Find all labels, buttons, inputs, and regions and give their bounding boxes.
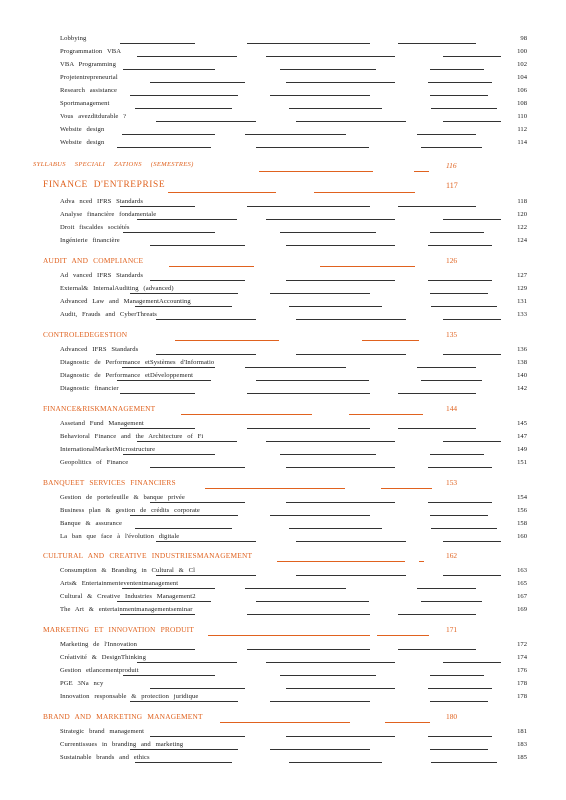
toc-entry-label: Behavioral Finance and the Architecture of Fi — [60, 433, 204, 440]
toc-entry[interactable] — [0, 728, 566, 740]
toc-entry-label: VBA Programming — [60, 61, 116, 68]
toc-entry-page-number: 145 — [517, 420, 527, 427]
toc-entry[interactable] — [0, 507, 566, 519]
toc-entry-page-number: 112 — [517, 126, 527, 133]
leader-dots — [428, 736, 492, 737]
leader-dots — [266, 662, 395, 663]
leader-dots — [320, 266, 415, 267]
section-heading-label: AUDIT AND COMPLIANCE — [43, 256, 144, 265]
toc-entry-label: Diagnostic financier — [60, 385, 119, 392]
toc-entry-page-number: 149 — [517, 446, 527, 453]
toc-entry-page-number: 142 — [517, 385, 527, 392]
section-heading[interactable] — [0, 480, 566, 492]
leader-dots — [150, 82, 245, 83]
leader-dots — [286, 688, 395, 689]
leader-dots — [169, 266, 254, 267]
leader-dots — [135, 762, 232, 763]
leader-dots — [417, 588, 476, 589]
section-heading-label: BANQUEET SERVICES FINANCIERS — [43, 478, 176, 487]
toc-entry-label: Consumption & Branding in Cultural & Cl — [60, 567, 196, 574]
leader-dots — [256, 601, 369, 602]
leader-dots — [247, 393, 370, 394]
toc-entry[interactable] — [0, 420, 566, 432]
toc-entry-label: Sportmanagement — [60, 100, 110, 107]
toc-entry-page-number: 167 — [517, 593, 527, 600]
toc-entry-label: Sustainable brands and ethics — [60, 754, 150, 761]
toc-entry-label: Gestion etlancementproduit — [60, 667, 139, 674]
toc-entry[interactable] — [0, 359, 566, 371]
leader-dots — [428, 82, 492, 83]
leader-dots — [419, 561, 424, 562]
toc-entry-label: Lobbying — [60, 35, 87, 42]
toc-entry-page-number: 178 — [517, 680, 527, 687]
toc-entry-page-number: 183 — [517, 741, 527, 748]
toc-entry-page-number: 118 — [517, 198, 527, 205]
toc-entry-label: Analyse financière fondamentale — [60, 211, 157, 218]
toc-entry[interactable] — [0, 285, 566, 297]
leader-dots — [156, 575, 256, 576]
leader-dots — [247, 614, 370, 615]
toc-entry-page-number: 98 — [520, 35, 527, 42]
toc-entry-label: Cultural & Creative Industries Management2 — [60, 593, 196, 600]
section-heading-page-number: 153 — [446, 478, 458, 487]
toc-entry-page-number: 122 — [517, 224, 527, 231]
leader-dots — [430, 95, 488, 96]
toc-entry[interactable] — [0, 237, 566, 249]
toc-entry[interactable] — [0, 211, 566, 223]
section-heading-page-number: 135 — [446, 330, 458, 339]
leader-dots — [205, 488, 345, 489]
leader-dots — [117, 147, 211, 148]
toc-entry-page-number: 172 — [517, 641, 527, 648]
leader-dots — [137, 56, 237, 57]
section-heading-page-number: 171 — [446, 625, 458, 634]
leader-dots — [286, 280, 395, 281]
leader-dots — [296, 121, 406, 122]
leader-dots — [156, 319, 256, 320]
leader-dots — [398, 614, 476, 615]
toc-entry-label: Droit fiscaldes sociétés — [60, 224, 130, 231]
leader-dots — [156, 354, 256, 355]
leader-dots — [150, 280, 245, 281]
section-heading[interactable] — [0, 714, 566, 726]
leader-dots — [270, 95, 370, 96]
toc-entry[interactable] — [0, 35, 566, 47]
toc-entry-page-number: 136 — [517, 346, 527, 353]
toc-entry[interactable] — [0, 641, 566, 653]
leader-dots — [443, 441, 501, 442]
leader-dots — [398, 428, 476, 429]
leader-dots — [430, 293, 488, 294]
toc-entry-page-number: 127 — [517, 272, 527, 279]
leader-dots — [431, 306, 497, 307]
toc-entry-page-number: 174 — [517, 654, 527, 661]
leader-dots — [428, 688, 492, 689]
leader-dots — [430, 69, 484, 70]
leader-dots — [280, 675, 376, 676]
leader-dots — [150, 688, 245, 689]
section-heading-page-number: 180 — [446, 712, 458, 721]
toc-entry[interactable] — [0, 126, 566, 138]
section-heading-page-number: 162 — [446, 551, 458, 560]
section-heading[interactable] — [0, 627, 566, 639]
leader-dots — [150, 736, 245, 737]
toc-entry[interactable] — [0, 606, 566, 618]
toc-entry[interactable] — [0, 533, 566, 545]
leader-dots — [270, 515, 370, 516]
leader-dots — [135, 108, 232, 109]
toc-entry-page-number: 138 — [517, 359, 527, 366]
leader-dots — [266, 441, 395, 442]
leader-dots — [256, 147, 369, 148]
leader-dots — [421, 380, 482, 381]
syllabus-heading[interactable] — [0, 163, 566, 175]
leader-dots — [150, 467, 245, 468]
leader-dots — [137, 662, 237, 663]
leader-dots — [280, 232, 376, 233]
leader-dots — [362, 340, 419, 341]
toc-entry[interactable] — [0, 446, 566, 458]
toc-entry-page-number: 169 — [517, 606, 527, 613]
leader-dots — [280, 69, 376, 70]
leader-dots — [123, 454, 215, 455]
toc-entry-label: Adva nced IFRS Standards — [60, 198, 144, 205]
toc-entry-page-number: 129 — [517, 285, 527, 292]
syllabus-heading-page-number: 116 — [446, 161, 457, 170]
toc-entry-label: PGE 3Na ncy — [60, 680, 104, 687]
leader-dots — [289, 306, 382, 307]
leader-dots — [247, 43, 370, 44]
leader-dots — [270, 701, 370, 702]
leader-dots — [443, 662, 501, 663]
leader-dots — [150, 502, 245, 503]
leader-dots — [430, 454, 484, 455]
toc-entry-page-number: 133 — [517, 311, 527, 318]
section-heading-label: CULTURAL AND CREATIVE INDUSTRIESMANAGEMENT — [43, 551, 253, 560]
leader-dots — [314, 192, 415, 193]
leader-dots — [428, 467, 492, 468]
toc-entry-page-number: 120 — [517, 211, 527, 218]
leader-dots — [259, 171, 373, 172]
leader-dots — [443, 56, 501, 57]
toc-entry-label: Marketing de l'Innovation — [60, 641, 138, 648]
toc-entry-label: Programmation VBA — [60, 48, 122, 55]
leader-dots — [280, 454, 376, 455]
toc-entry-label: Gestion de portefeuille & banque privée — [60, 494, 185, 501]
leader-dots — [286, 502, 395, 503]
toc-entry-page-number: 104 — [517, 74, 527, 81]
leader-dots — [181, 414, 312, 415]
toc-entry-page-number: 124 — [517, 237, 527, 244]
toc-entry[interactable] — [0, 680, 566, 692]
toc-entry[interactable] — [0, 113, 566, 125]
toc-entry-label: Currentissues in branding and marketing — [60, 741, 184, 748]
toc-entry-label: Diagnostic de Performance etDéveloppement — [60, 372, 194, 379]
leader-dots — [123, 69, 215, 70]
leader-dots — [117, 380, 211, 381]
toc-entry-label: Projetentrepreneurial — [60, 74, 118, 81]
toc-entry-page-number: 154 — [517, 494, 527, 501]
leader-dots — [122, 367, 215, 368]
toc-entry[interactable] — [0, 100, 566, 112]
toc-entry-page-number: 114 — [517, 139, 527, 146]
toc-entry-page-number: 131 — [517, 298, 527, 305]
toc-entry-label: Créativité & DesignThinking — [60, 654, 146, 661]
toc-entry-label: InternationalMarketMicrostructure — [60, 446, 156, 453]
toc-entry-page-number: 106 — [517, 87, 527, 94]
leader-dots — [130, 701, 238, 702]
leader-dots — [443, 319, 501, 320]
leader-dots — [286, 467, 395, 468]
leader-dots — [428, 502, 492, 503]
toc-entry-label: Innovation responsable & protection juridique — [60, 693, 199, 700]
section-heading-page-number: 117 — [446, 181, 458, 190]
leader-dots — [296, 319, 406, 320]
section-heading-label: FINANCE D'ENTREPRISE — [43, 180, 166, 190]
toc-entry[interactable] — [0, 272, 566, 284]
toc-entry-label: External& InternalAuditing (advanced) — [60, 285, 174, 292]
section-heading[interactable] — [0, 180, 566, 196]
toc-entry-page-number: 110 — [517, 113, 527, 120]
leader-dots — [270, 749, 370, 750]
leader-dots — [130, 95, 238, 96]
leader-dots — [289, 108, 382, 109]
toc-entry-label: Ad vanced IFRS Standards — [60, 272, 144, 279]
leader-dots — [417, 134, 476, 135]
leader-dots — [208, 635, 370, 636]
toc-entry-page-number: 163 — [517, 567, 527, 574]
leader-dots — [398, 206, 476, 207]
toc-entry-label: Banque & assurance — [60, 520, 122, 527]
leader-dots — [289, 528, 382, 529]
toc-entry[interactable] — [0, 139, 566, 151]
leader-dots — [443, 121, 501, 122]
toc-entry[interactable] — [0, 61, 566, 73]
section-heading-page-number: 144 — [446, 404, 458, 413]
leader-dots — [430, 701, 488, 702]
leader-dots — [414, 171, 429, 172]
toc-entry[interactable] — [0, 593, 566, 605]
toc-entry-page-number: 176 — [517, 667, 527, 674]
toc-entry[interactable] — [0, 311, 566, 323]
leader-dots — [428, 245, 492, 246]
leader-dots — [168, 192, 276, 193]
leader-dots — [443, 354, 501, 355]
section-heading-page-number: 126 — [446, 256, 458, 265]
toc-entry-label: Website design — [60, 126, 105, 133]
leader-dots — [421, 147, 482, 148]
toc-entry[interactable] — [0, 567, 566, 579]
leader-dots — [120, 206, 195, 207]
leader-dots — [135, 306, 232, 307]
leader-dots — [277, 561, 405, 562]
section-heading-label: BRAND AND MARKETING MANAGEMENT — [43, 712, 203, 721]
toc-entry[interactable] — [0, 520, 566, 532]
toc-entry-label: Audit, Frauds and CyberThreats — [60, 311, 157, 318]
leader-dots — [135, 528, 232, 529]
toc-entry[interactable] — [0, 87, 566, 99]
leader-dots — [120, 649, 195, 650]
toc-entry-label: Advanced IFRS Standards — [60, 346, 139, 353]
leader-dots — [120, 393, 195, 394]
leader-dots — [120, 43, 195, 44]
toc-entry[interactable] — [0, 433, 566, 445]
toc-entry-label: Website design — [60, 139, 105, 146]
leader-dots — [130, 293, 238, 294]
leader-dots — [349, 414, 423, 415]
leader-dots — [247, 428, 370, 429]
leader-dots — [137, 441, 237, 442]
leader-dots — [286, 736, 395, 737]
leader-dots — [156, 121, 256, 122]
leader-dots — [120, 614, 195, 615]
toc-entry-label: Strategic brand management — [60, 728, 145, 735]
toc-entry[interactable] — [0, 48, 566, 60]
toc-entry-page-number: 181 — [517, 728, 527, 735]
leader-dots — [245, 367, 346, 368]
leader-dots — [245, 134, 346, 135]
toc-entry-label: Diagnostic de Performance etSystèmes d'Informatio — [60, 359, 215, 366]
toc-entry[interactable] — [0, 372, 566, 384]
toc-entry[interactable] — [0, 580, 566, 592]
leader-dots — [398, 43, 476, 44]
toc-entry[interactable] — [0, 224, 566, 236]
leader-dots — [130, 749, 238, 750]
leader-dots — [398, 649, 476, 650]
leader-dots — [421, 601, 482, 602]
leader-dots — [150, 245, 245, 246]
leader-dots — [137, 219, 237, 220]
toc-entry-label: Advanced Law and ManagementAccounting — [60, 298, 191, 305]
section-heading[interactable] — [0, 332, 566, 344]
leader-dots — [417, 367, 476, 368]
toc-entry-page-number: 156 — [517, 507, 527, 514]
toc-entry-page-number: 102 — [517, 61, 527, 68]
toc-entry[interactable] — [0, 459, 566, 471]
leader-dots — [117, 601, 211, 602]
leader-dots — [296, 575, 406, 576]
toc-entry-label: Business plan & gestion de crédits corporate — [60, 507, 200, 514]
toc-entry-label: Assetand Fund Management — [60, 420, 144, 427]
leader-dots — [266, 56, 395, 57]
toc-entry-page-number: 151 — [517, 459, 527, 466]
leader-dots — [289, 762, 382, 763]
leader-dots — [381, 488, 432, 489]
toc-entry[interactable] — [0, 741, 566, 753]
toc-entry-label: Research assistance — [60, 87, 118, 94]
toc-entry[interactable] — [0, 494, 566, 506]
toc-entry-page-number: 178 — [517, 693, 527, 700]
leader-dots — [130, 515, 238, 516]
toc-entry[interactable] — [0, 74, 566, 86]
toc-entry-label: The Art & entertainmentmanagementseminar — [60, 606, 193, 613]
leader-dots — [245, 588, 346, 589]
leader-dots — [431, 528, 497, 529]
leader-dots — [123, 675, 215, 676]
toc-entry-label: Geopolitics of Finance — [60, 459, 129, 466]
leader-dots — [256, 380, 369, 381]
toc-entry-page-number: 165 — [517, 580, 527, 587]
leader-dots — [430, 749, 488, 750]
leader-dots — [247, 206, 370, 207]
toc-entry-page-number: 147 — [517, 433, 527, 440]
toc-entry-page-number: 108 — [517, 100, 527, 107]
section-heading[interactable] — [0, 406, 566, 418]
toc-entry-page-number: 160 — [517, 533, 527, 540]
toc-entry-label: Ingénierie financière — [60, 237, 120, 244]
leader-dots — [286, 245, 395, 246]
section-heading[interactable] — [0, 553, 566, 565]
toc-entry-page-number: 100 — [517, 48, 527, 55]
toc-entry[interactable] — [0, 693, 566, 705]
leader-dots — [398, 393, 476, 394]
section-heading-label: MARKETING ET INNOVATION PRODUIT — [43, 625, 195, 634]
leader-dots — [431, 108, 497, 109]
toc-entry[interactable] — [0, 754, 566, 766]
leader-dots — [385, 722, 430, 723]
toc-entry[interactable] — [0, 654, 566, 666]
toc-entry[interactable] — [0, 298, 566, 310]
leader-dots — [428, 280, 492, 281]
leader-dots — [286, 82, 395, 83]
leader-dots — [296, 354, 406, 355]
leader-dots — [122, 134, 215, 135]
leader-dots — [430, 232, 484, 233]
leader-dots — [443, 575, 501, 576]
leader-dots — [247, 649, 370, 650]
section-heading-label: CONTROLEDEGESTION — [43, 330, 128, 339]
toc-entry[interactable] — [0, 385, 566, 397]
leader-dots — [443, 219, 501, 220]
leader-dots — [430, 675, 484, 676]
toc-entry[interactable] — [0, 346, 566, 358]
section-heading[interactable] — [0, 258, 566, 270]
leader-dots — [270, 293, 370, 294]
leader-dots — [443, 541, 501, 542]
toc-entry[interactable] — [0, 667, 566, 679]
syllabus-heading-label: SYLLABUS SPECIALI ZATIONS (SEMESTRES) — [33, 161, 194, 168]
toc-entry[interactable] — [0, 198, 566, 210]
leader-dots — [266, 219, 395, 220]
toc-entry-label: La ban que face à l'évolution digitale — [60, 533, 180, 540]
toc-entry-label: Arts& Entertainmentevententmanagement — [60, 580, 179, 587]
toc-entry-page-number: 158 — [517, 520, 527, 527]
leader-dots — [220, 722, 350, 723]
leader-dots — [123, 232, 215, 233]
toc-entry-page-number: 185 — [517, 754, 527, 761]
toc-entry-label: Vous avezditdurable ? — [60, 113, 127, 120]
leader-dots — [122, 588, 215, 589]
leader-dots — [120, 428, 195, 429]
leader-dots — [430, 515, 488, 516]
leader-dots — [156, 541, 256, 542]
leader-dots — [377, 635, 429, 636]
leader-dots — [175, 340, 279, 341]
section-heading-label: FINANCE&RISKMANAGEMENT — [43, 404, 156, 413]
leader-dots — [431, 762, 497, 763]
leader-dots — [296, 541, 406, 542]
toc-entry-page-number: 140 — [517, 372, 527, 379]
